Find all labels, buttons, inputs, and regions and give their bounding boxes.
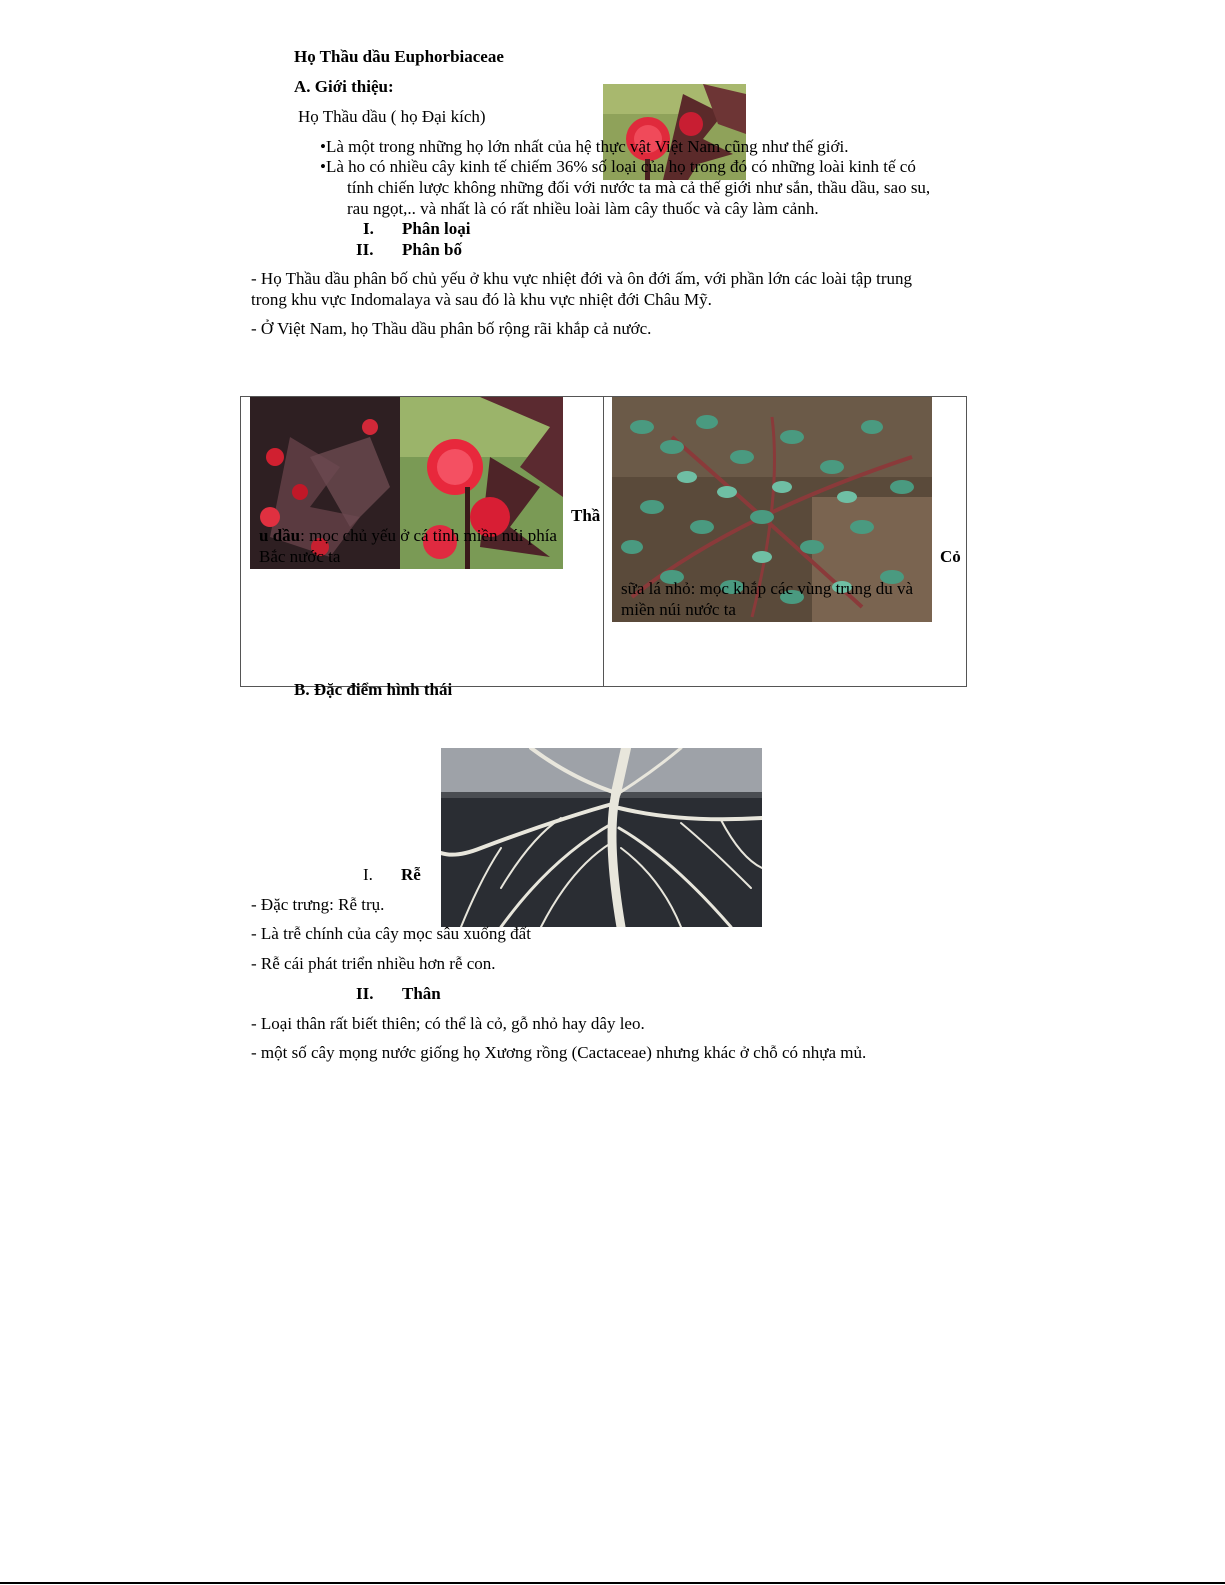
table-divider [603, 397, 604, 686]
castor-caption-line-2: Bắc nước ta [259, 547, 341, 566]
castor-caption-desc: : mọc chủ yếu ở cá tỉnh miền núi phía [300, 526, 557, 545]
stem-label: Thân [402, 984, 441, 1003]
spurge-caption-line-1: sữa lá nhỏ: mọc khắp các vùng trung du và [621, 579, 913, 598]
section-b-heading: B. Đặc điểm hình thái [294, 680, 453, 699]
intro-text: Họ Thầu dầu ( họ Đại kích) [298, 107, 486, 126]
castor-caption-line-1 [259, 525, 557, 546]
page-title: Họ Thầu dầu Euphorbiaceae [294, 47, 504, 66]
bullet-2-line-2: tính chiến lược không những đối với nước ta mà cả thế giới như sắn, thầu dầu, sao su, [347, 178, 931, 197]
bullet-2-line-1: •Là ho có nhiều cây kinh tế chiếm 36% số loại của họ trong đó có những loài kinh tế có [320, 157, 916, 176]
root-label: Rễ [401, 865, 421, 884]
root-line-2: - Là trễ chính của cây mọc sâu xuống đất [251, 924, 531, 943]
root-line-1: - Đặc trưng: Rễ trụ. [251, 895, 385, 914]
distribution-line-1: - Họ Thầu dầu phân bố chủ yếu ở khu vực nhiệt đới và ôn đới ấm, với phần lớn các loài tập trung [251, 269, 912, 288]
taproot-photo [441, 748, 762, 927]
bullet-2-line-3: rau ngọt,.. và nhất là có rất nhiều loài làm cây thuốc và cây làm cảnh. [347, 199, 819, 218]
stem-line-1: - Loại thân rất biết thiên; có thể là cỏ, gỗ nhỏ hay dây leo. [251, 1014, 645, 1033]
distribution-line-2: trong khu vực Indomalaya và sau đó là khu vực nhiệt đới Châu Mỹ. [251, 290, 712, 309]
item-phan-bo-label: Phân bố [402, 240, 462, 259]
castor-caption-tail: Thầ [571, 506, 601, 525]
bullet-1: •Là một trong những họ lớn nhất của hệ thực vật Việt Nam cũng như thế giới. [320, 137, 849, 156]
spurge-caption-line-2: miền núi nước ta [621, 600, 736, 619]
root-line-3: - Rễ cái phát triển nhiều hơn rễ con. [251, 954, 496, 973]
castor-caption-name: u dầu [259, 526, 301, 545]
page-bottom-border [0, 1582, 1225, 1584]
stem-num: II. [356, 984, 374, 1003]
distribution-vietnam: - Ở Việt Nam, họ Thầu dầu phân bố rộng rãi khắp cả nước. [251, 319, 652, 338]
section-a-heading: A. Giới thiệu: [294, 77, 394, 96]
stem-line-2: - một số cây mọng nước giống họ Xương rồng (Cactaceae) nhưng khác ở chỗ có nhựa mủ. [251, 1043, 867, 1062]
item-phan-bo-num: II. [356, 240, 374, 259]
item-phan-loai-num: I. [363, 219, 374, 238]
root-num: I. [363, 865, 373, 884]
spurge-caption-tail: Cỏ [940, 547, 961, 566]
item-phan-loai-label: Phân loại [402, 219, 471, 238]
